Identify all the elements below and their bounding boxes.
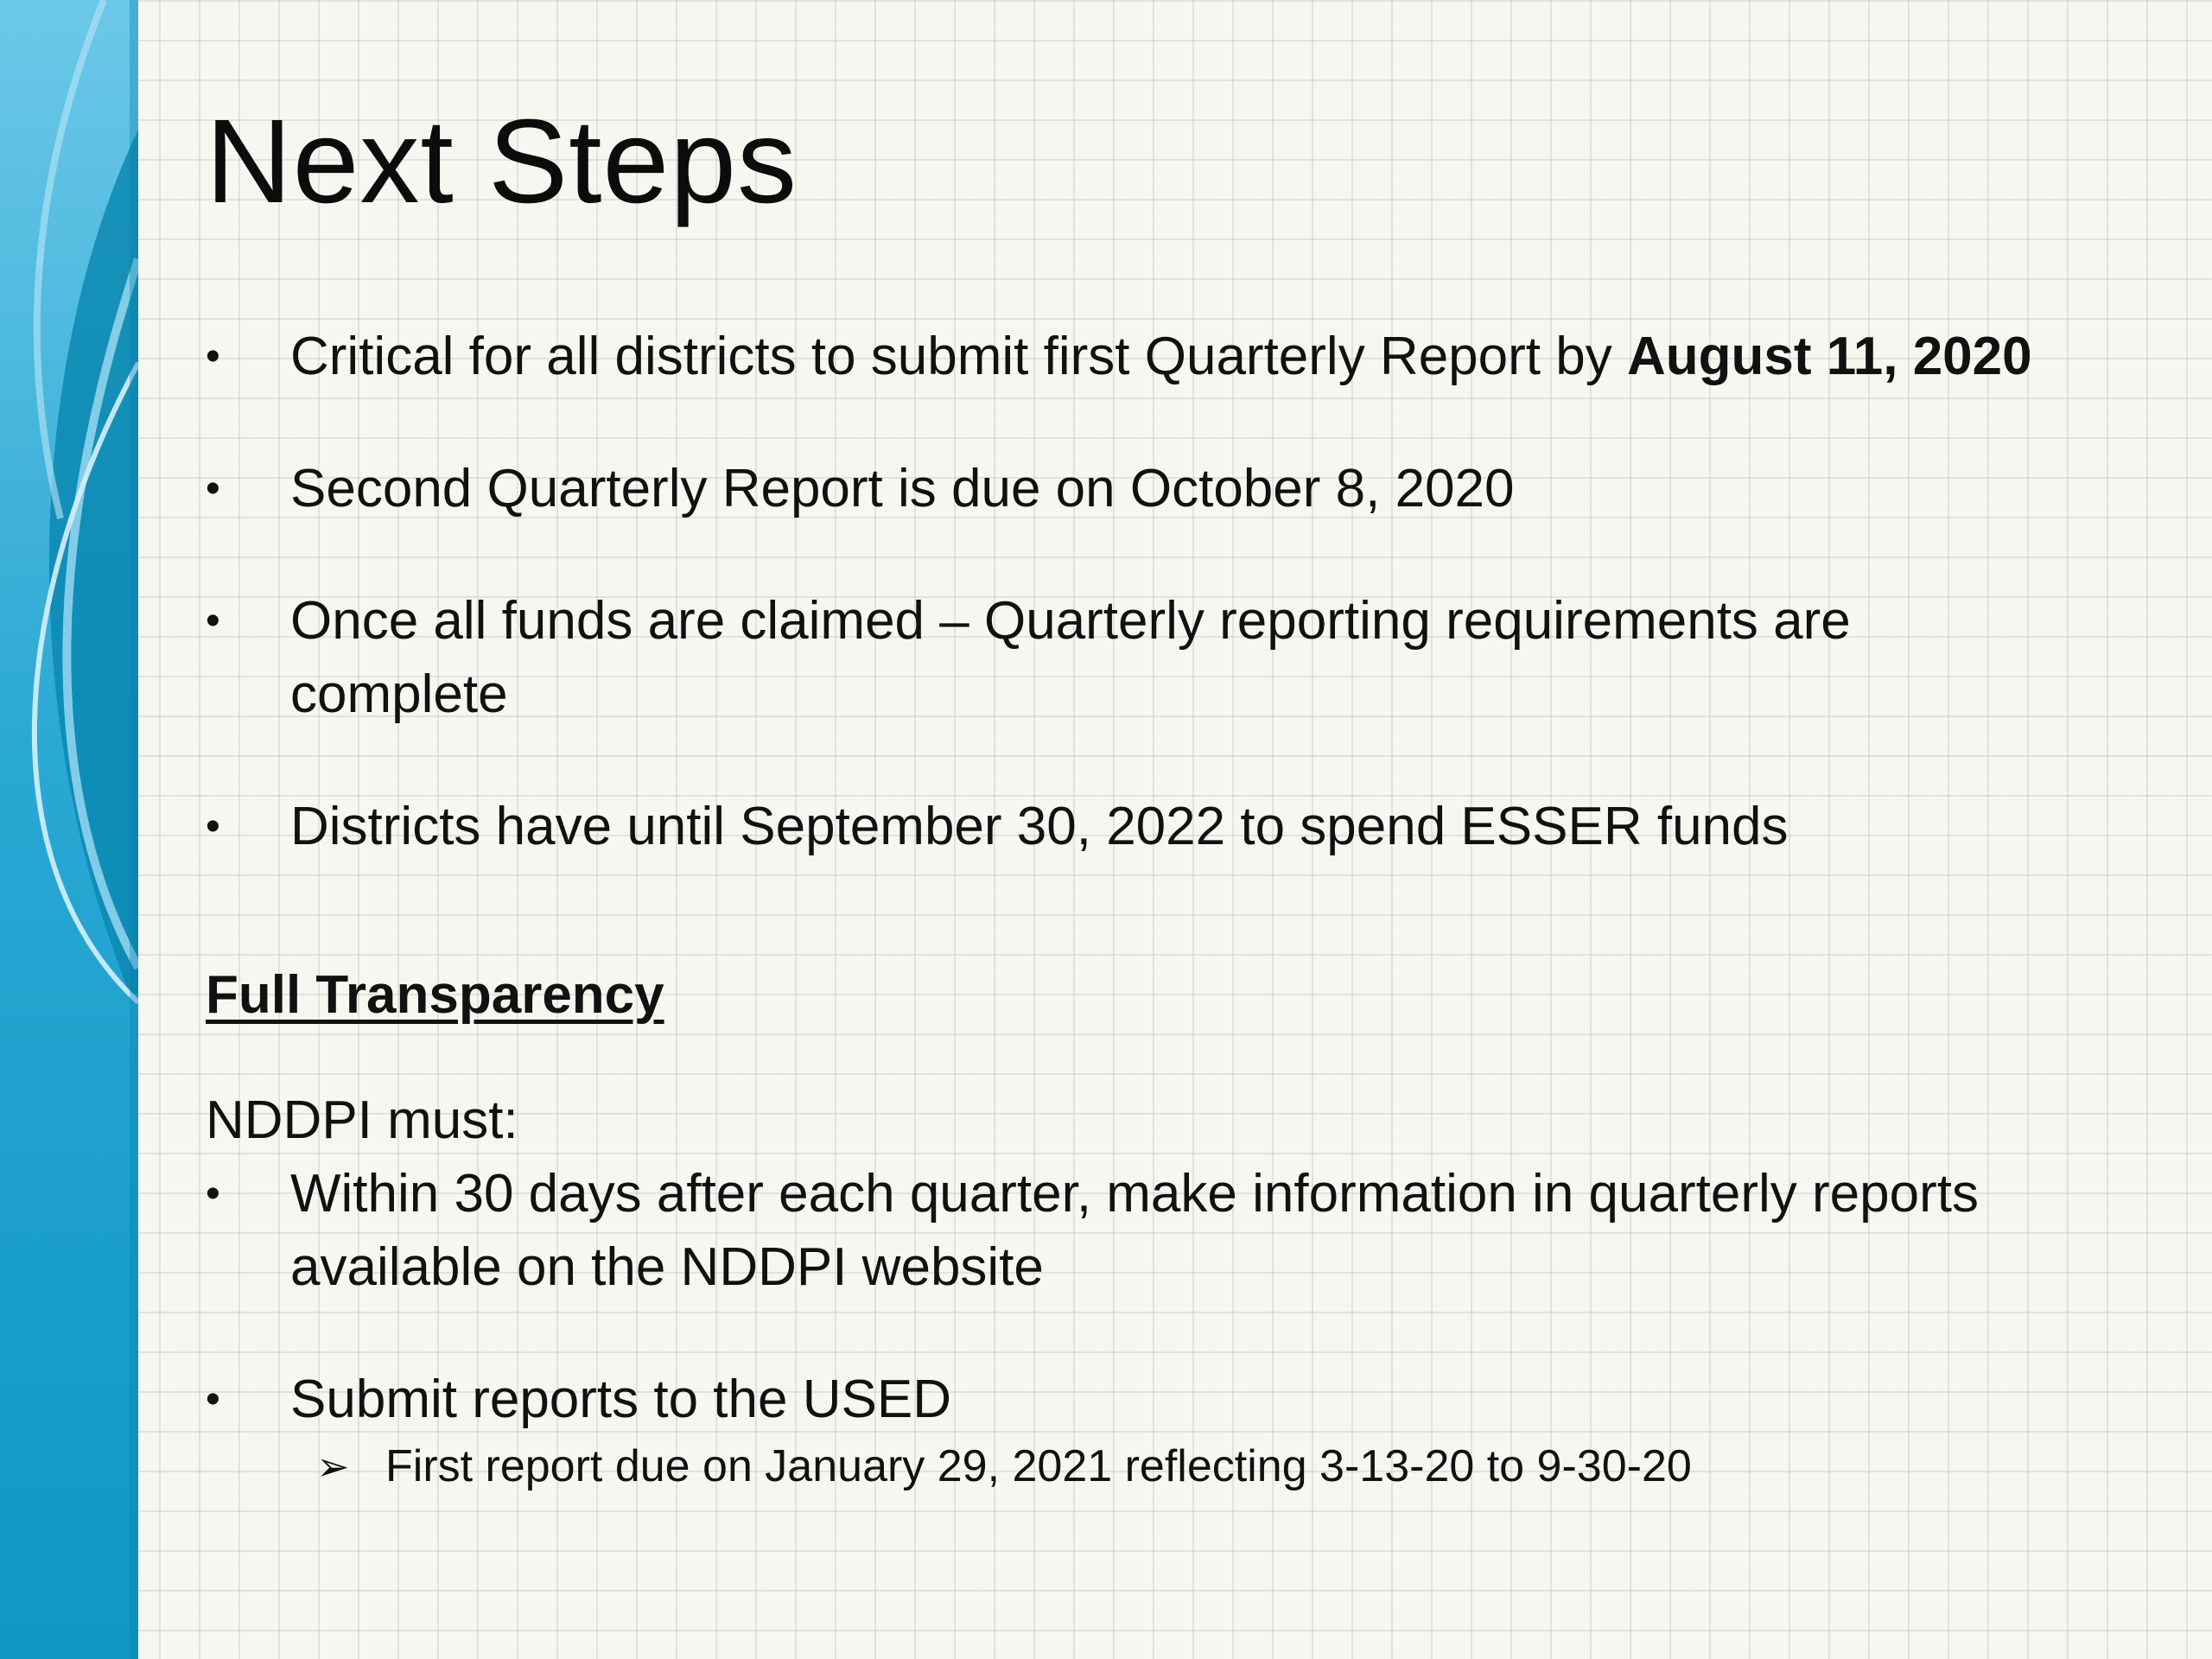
- bullet-icon: •: [206, 334, 220, 379]
- bullet-text: Submit reports to the USED: [290, 1370, 951, 1429]
- bullet-text: Districts have until September 30, 2022 to spend ESSER funds: [290, 797, 1789, 856]
- bullet-item-funds-claimed: [206, 584, 2055, 731]
- section-heading: Full Transparency: [206, 965, 664, 1025]
- bullet-text: Once all funds are claimed – Quarterly reporting requirements are complete: [290, 591, 1851, 724]
- sub-bullet-item-first-report: [206, 1436, 2055, 1497]
- bullet-icon: •: [206, 466, 220, 512]
- slide-title: Next Steps: [206, 95, 798, 228]
- bullet-item-spend-deadline: [206, 790, 2055, 863]
- bullet-icon: •: [206, 1376, 220, 1422]
- sub-bullet-text: First report due on January 29, 2021 reflecting 3-13-20 to 9-30-20: [385, 1441, 1692, 1491]
- bullet-item-second-report: [206, 452, 2055, 525]
- bullet-text: Within 30 days after each quarter, make information in quarterly reports available on the NDDPI website: [290, 1164, 1979, 1297]
- bullet-item-website-info: [206, 1157, 2055, 1304]
- bullet-icon: •: [206, 598, 220, 644]
- bullet-text: Second Quarterly Report is due on October 8, 2020: [290, 459, 1515, 518]
- bullet-icon: •: [206, 1171, 220, 1217]
- bullet-item-submit-reports: [206, 1363, 2055, 1436]
- deadline-date: August 11, 2020: [1626, 327, 2032, 386]
- arrow-bullet-icon: ➢: [316, 1444, 350, 1489]
- bullet-item-submission-deadline: [206, 320, 2055, 393]
- slide-content: [206, 320, 2055, 1497]
- intro-line: NDDPI must:: [206, 1090, 518, 1150]
- swoosh-graphic: [0, 0, 138, 1659]
- bullet-text: Critical for all districts to submit first Quarterly Report by: [290, 327, 1627, 386]
- decorative-side-band: [0, 0, 138, 1659]
- bullet-icon: •: [206, 804, 220, 849]
